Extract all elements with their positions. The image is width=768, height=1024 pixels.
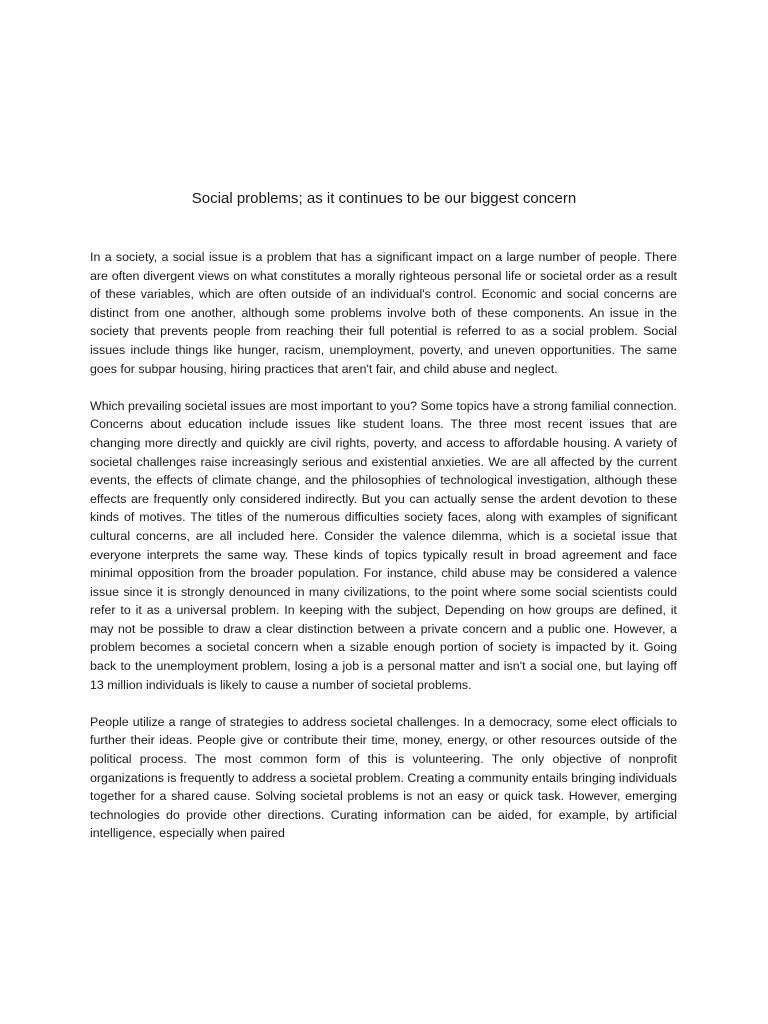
- paragraph-2: Which prevailing societal issues are most important to you? Some topics have a strong familial connection. Concerns about education include issues like student loans. The three most recent issues that are changing more directly and quickly are civil rights, poverty, and access to affordable housing. A variety of societal challenges raise increasingly serious and existential anxieties. We are all affected by the current events, the effects of climate change, and the philosophies of technological investigation, although these effects are frequently only considered indirectly. But you can actually sense the ardent devotion to these kinds of motives. The titles of the numerous difficulties society faces, along with examples of significant cultural concerns, are all included here. Consider the valence dilemma, which is a societal issue that everyone interprets the same way. These kinds of topics typically result in broad agreement and face minimal opposition from the broader population. For instance, child abuse may be considered a valence issue since it is strongly denounced in many civilizations, to the point where some social scientists could refer to it as a universal problem. In keeping with the subject, Depending on how groups are defined, it may not be possible to draw a clear distinction between a private concern and a public one. However, a problem becomes a societal concern when a sizable enough portion of society is impacted by it. Going back to the unemployment problem, losing a job is a personal matter and isn't a social one, but laying off 13 million individuals is likely to cause a number of societal problems.: [90, 398, 677, 692]
- paragraph-1: In a society, a social issue is a problem that has a significant impact on a large number of people. There are often divergent views on what constitutes a morally righteous personal life or societal order as a result of these variables, which are often outside of an individual's control. Economic and social concerns are distinct from one another, although some problems involve both of these components. An issue in the society that prevents people from reaching their full potential is referred to as a social problem. Social issues include things like hunger, racism, unemployment, poverty, and uneven opportunities. The same goes for subpar housing, hiring practices that aren't fair, and child abuse and neglect.: [90, 250, 677, 376]
- paragraph-3: People utilize a range of strategies to address societal challenges. In a democracy, some elect officials to further their ideas. People give or contribute their time, money, energy, or other resources outside of the political process. The most common form of this is volunteering. The only objective of nonprofit organizations is frequently to address a societal problem. Creating a community entails bringing individuals together for a shared cause. Solving societal problems is not an easy or quick task. However, emerging technologies do provide other directions. Curating information can be aided, for example, by artificial intelligence, especially when paired: [90, 714, 677, 841]
- document-title: Social problems; as it continues to be our biggest concern: [191, 190, 577, 207]
- document-body: [90, 248, 677, 862]
